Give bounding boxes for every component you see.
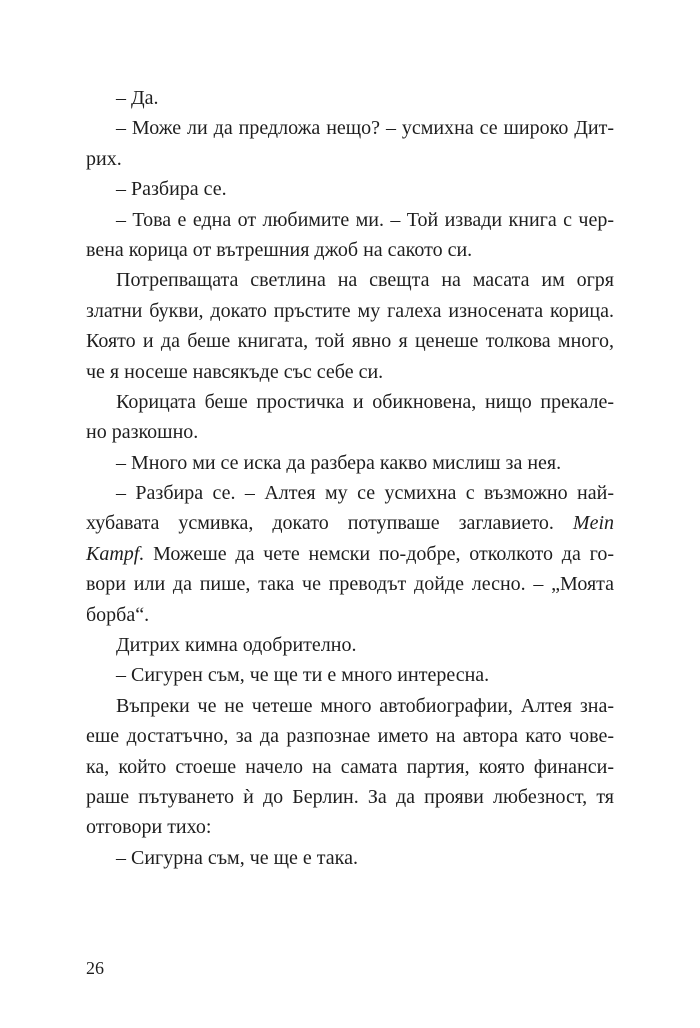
text-line	[86, 205, 614, 235]
text-segment: хубавата усмивка, докато потупваше заглавието.	[86, 512, 573, 535]
text-line	[86, 357, 614, 387]
text-segment: – Сигурен съм, че ще ти е много интересна.	[116, 664, 490, 687]
text-segment: златни букви, докато пръстите му галеха износената корица.	[86, 299, 614, 322]
text-line	[86, 83, 614, 113]
text-segment: раше пътуването ѝ до Берлин. За да прояви любезност, тя	[86, 785, 614, 808]
text-line	[86, 691, 614, 721]
text-line	[86, 417, 614, 447]
body-text	[86, 83, 614, 873]
text-segment: че я носеше навсякъде със себе си.	[86, 360, 384, 383]
text-line	[86, 144, 614, 174]
text-line	[86, 387, 614, 417]
text-segment: – Това е една от любимите ми. – Той извади книга с чер-	[116, 208, 614, 231]
text-line	[86, 478, 614, 508]
text-line	[86, 843, 614, 873]
text-segment: еше достатъчно, за да разпознае името на автора като чове-	[86, 725, 614, 748]
text-segment: рих.	[86, 147, 122, 170]
book-title-italic: Kampf.	[86, 542, 145, 565]
text-line	[86, 174, 614, 204]
text-line	[86, 326, 614, 356]
text-line	[86, 539, 614, 569]
text-segment: но разкошно.	[86, 421, 199, 444]
text-segment: – Сигурна съм, че ще е така.	[116, 846, 358, 869]
text-segment: Можеше да чете немски по-добре, отколкото да го-	[144, 542, 614, 565]
text-segment: Корицата беше простичка и обикновена, нищо прекале-	[116, 390, 614, 413]
text-segment: отговори тихо:	[86, 816, 212, 839]
text-segment: борба“.	[86, 603, 150, 626]
text-segment: – Много ми се иска да разбера какво мислиш за нея.	[116, 451, 562, 474]
text-line	[86, 752, 614, 782]
text-segment: вена корица от вътрешния джоб на сакото си.	[86, 238, 473, 261]
text-line	[86, 296, 614, 326]
book-title-italic: Mein	[572, 512, 614, 535]
text-line	[86, 600, 614, 630]
text-segment: вори или да пише, така че преводът дойде лесно. – „Моята	[86, 573, 614, 596]
text-line	[86, 265, 614, 295]
text-segment: – Разбира се.	[116, 178, 227, 201]
text-line	[86, 812, 614, 842]
text-line	[86, 448, 614, 478]
text-segment: – Може ли да предложа нещо? – усмихна се широко Дит-	[116, 117, 614, 140]
text-line	[86, 630, 614, 660]
text-line	[86, 113, 614, 143]
text-segment: ка, който стоеше начело на самата партия, която финанси-	[86, 755, 614, 778]
text-line	[86, 235, 614, 265]
page-number: 26	[86, 958, 104, 978]
text-line	[86, 782, 614, 812]
text-line	[86, 508, 614, 538]
text-segment: Въпреки че не четеше много автобиографии, Алтея зна-	[116, 694, 614, 717]
text-line	[86, 721, 614, 751]
text-segment: – Разбира се. – Алтея му се усмихна с възможно най-	[116, 482, 614, 505]
text-line	[86, 569, 614, 599]
text-line	[86, 660, 614, 690]
text-segment: – Да.	[116, 87, 159, 109]
text-segment: Която и да беше книгата, той явно я ценеше толкова много,	[86, 330, 614, 353]
text-segment: Потрепващата светлина на свещта на масата им огря	[116, 269, 614, 292]
text-segment: Дитрих кимна одобрително.	[116, 634, 357, 657]
